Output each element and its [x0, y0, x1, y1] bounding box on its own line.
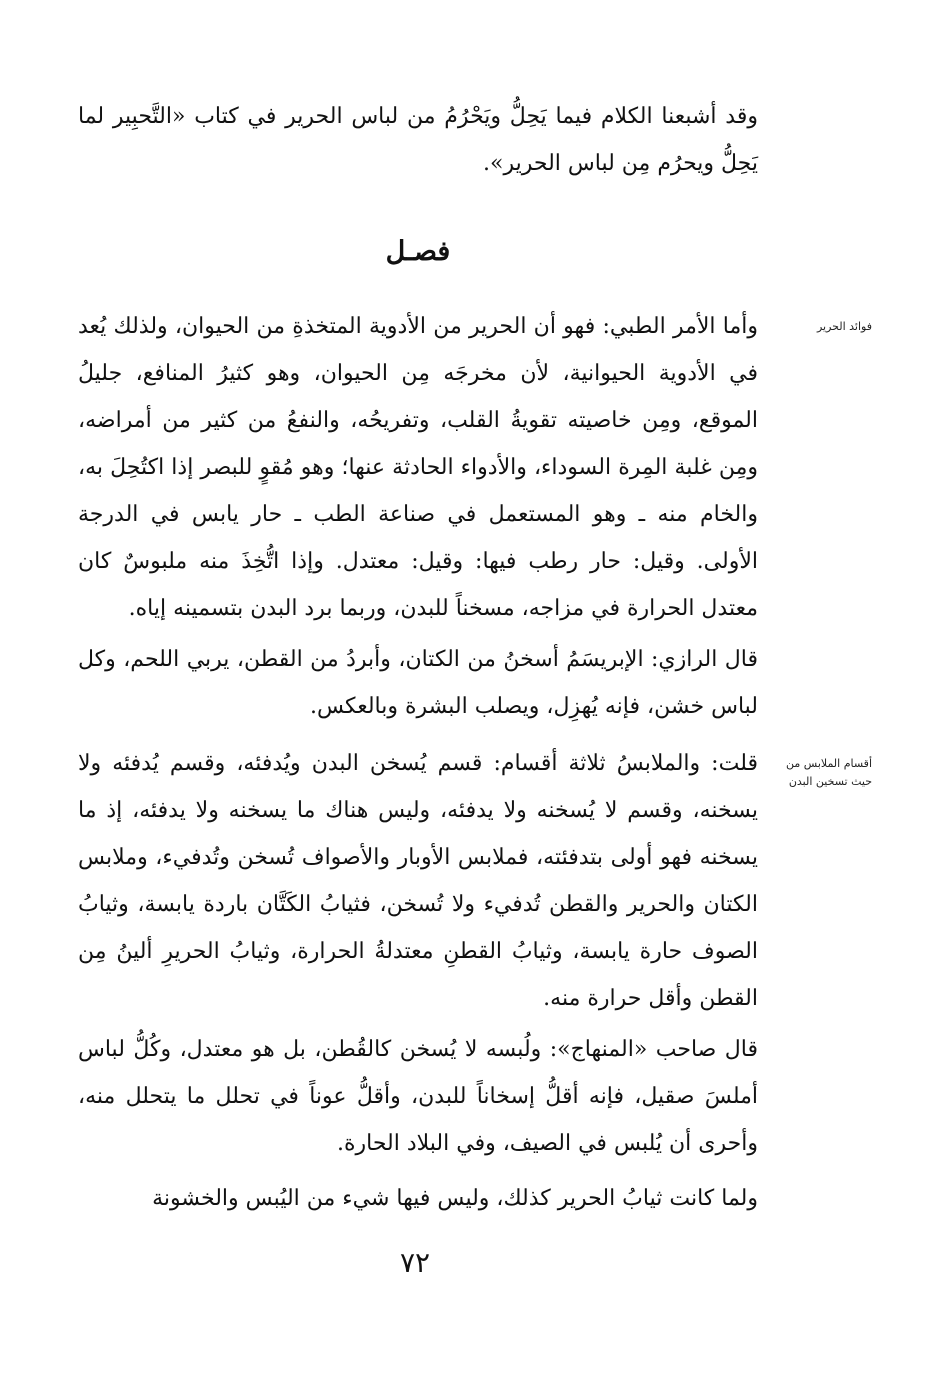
side-note-silk-benefits: فوائد الحرير	[816, 320, 872, 333]
page-number: ٧٢	[399, 1246, 431, 1279]
paragraph-medical: وأما الأمر الطبي: فهو أن الحرير من الأدوية المتخذةِ من الحيوان، ولذلك يُعد في الأدوية الحيوانية، لأن مخرجَه مِن الحيوان، وهو كثيرُ المنافع، جليلُ الموقع، ومِن خاصيته تقويةُ القلب، وتفريحُه، والنفعُ من كثير من أمراضه، ومِن غلبة المِرة السوداء، والأدواء الحادثة عنها؛ وهو مُقوٍ للبصر إذا اكتُحِلَ به، والخام منه ـ وهو المستعمل في صناعة الطب ـ حار يابس في الدرجة الأولى. وقيل: حار رطب فيها: وقيل: معتدل. وإذا اتُّخِذَ منه ملبوسٌ كان معتدل الحرارة في مزاجه، مسخناً للبدن، وربما برد البدن بتسمينه إياه.	[78, 314, 758, 621]
paragraph-clothing: قلت: والملابسُ ثلاثة أقسام: قسم يُسخن البدن ويُدفئه، وقسم يُدفئه ولا يسخنه، وقسم لا يُسخنه ولا يدفئه، وليس هناك ما يسخنه ولا يدفئه، إذ ما يسخنه فهو أولى بتدفئته، فملابس الأوبار والأصواف تُسخن وتُدفيء، وملابس الكتان والحرير والقطن تُدفيء ولا تُسخن، فثيابُ الكَتَّان باردة يابسة، وثيابُ الصوف حارة يابسة، وثيابُ القطنِ معتدلةُ الحرارة، وثيابُ الحريرِ ألينُ مِن القطن وأقل حرارة منه.	[78, 751, 758, 1011]
side-note-clothing-types: أقسام الملابس من حيث تسخين البدن	[786, 757, 872, 788]
paragraph-minhaj: قال صاحب «المنهاج»: ولُبسه لا يُسخن كالقُطن، بل هو معتدل، وكُلُّ لباس أملسَ صقيل، فإنه أقلُّ إسخاناً للبدن، وأقلُّ عوناً في تحلل ما يتحلل منه، وأحرى أن يُلبس في الصيف، وفي البلاد الحارة.	[78, 1037, 758, 1156]
paragraph-silk-continued: ولما كانت ثيابُ الحرير كذلك، وليس فيها شيء من اليُبس والخشونة	[152, 1186, 758, 1211]
paragraph-razi: قال الرازي: الإبريسَمُ أسخنُ من الكتان، وأبردُ من القطن، يربي اللحم، وكل لباس خشن، فإنه يُهزِل، ويصلب البشرة وبالعكس.	[78, 647, 758, 719]
section-heading: فصـل	[385, 236, 451, 267]
paragraph-intro: وقد أشبعنا الكلام فيما يَحِلُّ ويَحْرُمُ من لباس الحرير في كتاب «التَّحبِير لما يَحِلُّ ويحرُم مِن لباس الحرير».	[78, 104, 758, 176]
